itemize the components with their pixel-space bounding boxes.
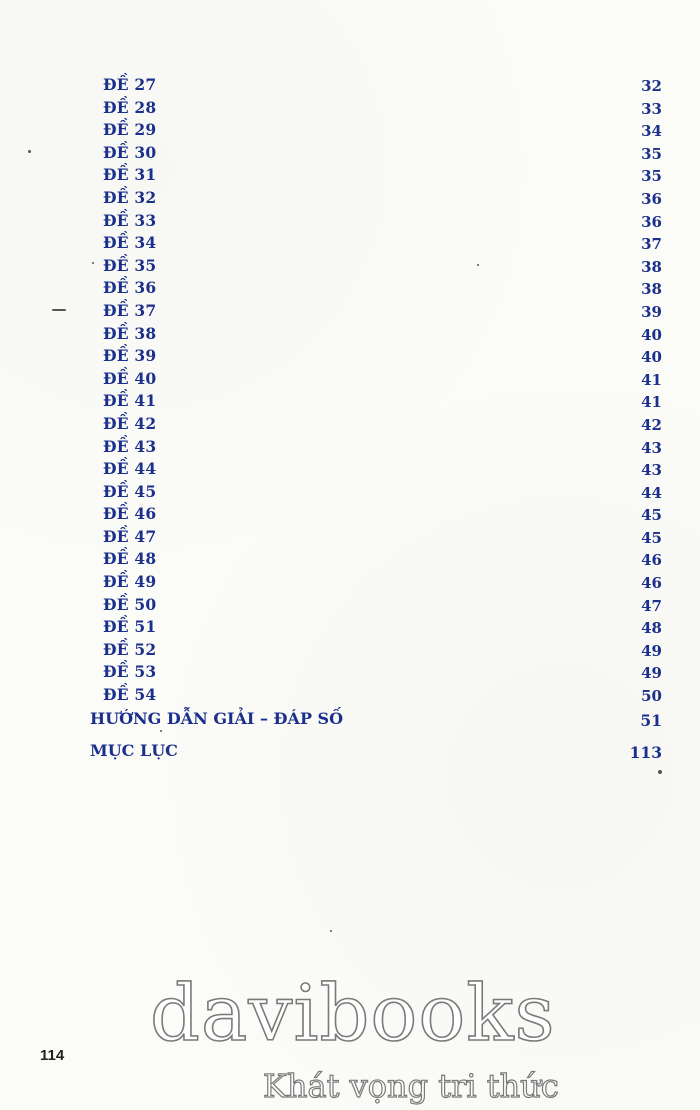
- toc-entry-page: 34: [641, 122, 662, 141]
- toc-entry-page: 32: [641, 77, 662, 95]
- toc-entry[interactable]: [0, 73, 700, 96]
- toc-entry[interactable]: [0, 457, 700, 480]
- toc-entry[interactable]: [0, 615, 700, 638]
- toc-entry-page: 50: [641, 687, 662, 706]
- toc-entry-label: ĐỀ 39: [103, 346, 157, 366]
- paper-speck: [52, 309, 66, 311]
- toc-entry-page: 40: [641, 348, 662, 367]
- toc-entry[interactable]: [0, 502, 700, 525]
- toc-entry-page: 49: [641, 641, 662, 660]
- toc-section-label: MỤC LỤC: [90, 741, 178, 760]
- toc-entry-label: ĐỀ 36: [103, 278, 157, 298]
- toc-entry[interactable]: [0, 435, 700, 458]
- toc-entry-label: ĐỀ 49: [103, 572, 157, 592]
- toc-entry-page: 35: [641, 167, 662, 186]
- toc-entry-page: 43: [641, 461, 662, 480]
- toc-entry-label: ĐỀ 41: [103, 391, 157, 411]
- toc-entry[interactable]: [0, 299, 700, 322]
- toc-entry-label: ĐỀ 33: [103, 210, 157, 230]
- toc-entry-label: ĐỀ 35: [103, 255, 157, 275]
- toc-entry-label: ĐỀ 42: [103, 413, 157, 433]
- toc-entry-label: ĐỀ 31: [103, 165, 157, 185]
- toc-entry-page: 36: [641, 212, 662, 231]
- toc-entry-label: ĐỀ 45: [103, 481, 157, 501]
- toc-entry-label: ĐỀ 44: [103, 459, 157, 479]
- paper-speck: [28, 150, 31, 153]
- toc-entry-page: 47: [641, 596, 662, 615]
- table-of-contents: [0, 73, 700, 706]
- toc-entry-label: ĐỀ 47: [103, 526, 157, 546]
- toc-section-solutions[interactable]: [0, 709, 700, 733]
- toc-entry-page: 40: [641, 325, 662, 344]
- toc-entry-label: ĐỀ 52: [103, 639, 157, 659]
- toc-entry-label: ĐỀ 46: [103, 504, 157, 524]
- toc-entry-page: 43: [641, 438, 662, 457]
- toc-section-page: 51: [640, 711, 662, 730]
- toc-entry-page: 45: [641, 528, 662, 547]
- toc-entry-label: ĐỀ 50: [103, 594, 157, 614]
- paper-speck: [92, 262, 94, 264]
- toc-entry-page: 38: [641, 280, 662, 299]
- toc-entry[interactable]: [0, 231, 700, 254]
- toc-entry-label: ĐỀ 34: [103, 233, 157, 253]
- toc-entry-label: ĐỀ 37: [103, 300, 157, 320]
- publisher-watermark: [150, 969, 570, 1105]
- toc-entry-page: 36: [641, 189, 662, 208]
- toc-entry[interactable]: [0, 593, 700, 616]
- toc-entry[interactable]: [0, 638, 700, 661]
- watermark-brand: davibooks: [150, 969, 556, 1059]
- paper-speck: [160, 730, 162, 732]
- toc-entry-label: ĐỀ 48: [103, 549, 157, 569]
- toc-entry-label: ĐỀ 51: [103, 617, 157, 637]
- toc-entry-label: ĐỀ 43: [103, 436, 157, 456]
- toc-entry[interactable]: [0, 254, 700, 277]
- toc-section-page: 113: [629, 743, 662, 762]
- watermark-tagline: Khát vọng tri thức: [263, 1067, 559, 1105]
- toc-entry-page: 37: [641, 235, 662, 254]
- toc-entry-label: ĐỀ 29: [103, 120, 157, 140]
- toc-entry[interactable]: [0, 683, 700, 706]
- toc-entry-label: ĐỀ 54: [103, 685, 157, 705]
- toc-entry-label: ĐỀ 32: [103, 187, 157, 207]
- toc-entry[interactable]: [0, 389, 700, 412]
- toc-entry[interactable]: [0, 118, 700, 141]
- toc-entry-page: 46: [641, 574, 662, 593]
- toc-entry-page: 49: [641, 664, 662, 683]
- toc-entry-label: ĐỀ 28: [103, 97, 157, 117]
- toc-entry[interactable]: [0, 96, 700, 119]
- paper-speck: [330, 930, 332, 932]
- toc-entry-page: 35: [641, 144, 662, 163]
- toc-entry[interactable]: [0, 276, 700, 299]
- toc-entry[interactable]: [0, 163, 700, 186]
- toc-entry[interactable]: [0, 570, 700, 593]
- toc-entry-page: 38: [641, 257, 662, 276]
- toc-entry[interactable]: [0, 547, 700, 570]
- toc-entry-page: 41: [641, 370, 662, 389]
- toc-entry[interactable]: [0, 344, 700, 367]
- page-number: 114: [40, 1047, 65, 1064]
- paper-speck: [477, 264, 479, 266]
- toc-entry-page: 33: [641, 99, 662, 118]
- toc-entry[interactable]: [0, 367, 700, 390]
- toc-entry-page: 44: [641, 483, 662, 502]
- toc-entry[interactable]: [0, 660, 700, 683]
- toc-entry-label: ĐỀ 30: [103, 142, 157, 162]
- toc-entry[interactable]: [0, 525, 700, 548]
- toc-entry[interactable]: [0, 186, 700, 209]
- toc-entry[interactable]: [0, 322, 700, 345]
- toc-entry-label: ĐỀ 27: [103, 75, 157, 94]
- toc-entry[interactable]: [0, 141, 700, 164]
- toc-section-contents[interactable]: [0, 741, 700, 765]
- toc-entry[interactable]: [0, 209, 700, 232]
- toc-entry[interactable]: [0, 412, 700, 435]
- toc-entry-label: ĐỀ 40: [103, 368, 157, 388]
- paper-speck: [658, 770, 662, 774]
- toc-entry-page: 45: [641, 506, 662, 525]
- toc-entry-page: 46: [641, 551, 662, 570]
- toc-entry-page: 48: [641, 619, 662, 638]
- toc-entry[interactable]: [0, 480, 700, 503]
- toc-section-label: HƯỚNG DẪN GIẢI – ĐÁP SỐ: [90, 709, 344, 728]
- toc-entry-page: 42: [641, 415, 662, 434]
- toc-entry-page: 41: [641, 393, 662, 412]
- toc-entry-page: 39: [641, 302, 662, 321]
- toc-entry-label: ĐỀ 53: [103, 662, 157, 682]
- toc-entry-label: ĐỀ 38: [103, 323, 157, 343]
